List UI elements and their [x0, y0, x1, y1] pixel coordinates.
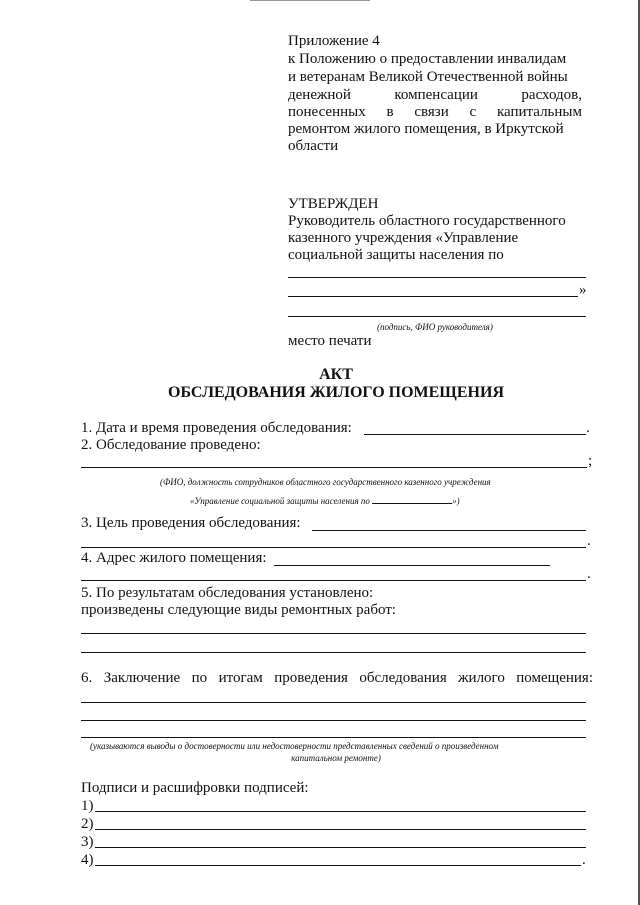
appendix-line-5: ремонтом жилого помещения, в Иркутской: [288, 121, 564, 137]
signatures-title: Подписи и расшифровки подписей:: [81, 780, 309, 796]
item-3-field-2[interactable]: [81, 547, 586, 548]
item-2-caption-suffix: »): [452, 496, 460, 506]
item-1-end: .: [586, 420, 590, 436]
item-2-field[interactable]: [81, 467, 587, 468]
signature-label-3: 3): [81, 834, 94, 850]
item-3-label: 3. Цель проведения обследования:: [81, 515, 301, 531]
item-1-label: 1. Дата и время проведения обследования:: [81, 420, 352, 436]
appendix-title: Приложение 4: [288, 33, 380, 49]
signature-field-4[interactable]: [95, 865, 581, 866]
item-5-sublabel: произведены следующие виды ремонтных работ:: [81, 602, 396, 618]
signature-label-4: 4): [81, 852, 94, 868]
act-subtitle: ОБСЛЕДОВАНИЯ ЖИЛОГО ПОМЕЩЕНИЯ: [168, 384, 504, 401]
approval-line-3: социальной защиты населения по: [288, 247, 504, 263]
approval-blank-line-2[interactable]: [288, 296, 578, 297]
act-title: АКТ: [319, 366, 353, 383]
appendix-line-2: и ветеранам Великой Отечественной войны: [288, 69, 568, 85]
item-6-field-1[interactable]: [81, 702, 586, 703]
item-3-field-1[interactable]: [312, 530, 586, 531]
item-4-field-2[interactable]: [81, 580, 586, 581]
item-2-caption-blank[interactable]: [372, 495, 452, 504]
item-3-end: .: [587, 533, 591, 549]
item-6-label: 6. Заключение по итогам проведения обследования жилого помещения:: [81, 670, 593, 686]
approval-line-1: Руководитель областного государственного: [288, 213, 566, 229]
signature-blank-line[interactable]: [288, 316, 586, 317]
appendix-line-3: денежной компенсации расходов,: [288, 87, 582, 103]
item-2-caption-prefix: «Управление социальной защиты населения по: [190, 496, 370, 506]
item-2-caption-1: (ФИО, должность сотрудников областного государственного казенного учреждения: [160, 477, 491, 487]
signature-field-1[interactable]: [95, 811, 586, 812]
signature-label-2: 2): [81, 816, 94, 832]
item-6-caption-1: (указываются выводы о достоверности или недостоверности представленных сведений о произведенном: [90, 741, 499, 751]
item-4-end: .: [587, 566, 591, 582]
item-5-field-2[interactable]: [81, 652, 586, 653]
item-2-caption-2: [190, 495, 460, 507]
approval-title: УТВЕРЖДЕН: [288, 196, 379, 212]
signature-label-1: 1): [81, 798, 94, 814]
item-2-label: 2. Обследование проведено:: [81, 437, 261, 453]
item-1-field[interactable]: [364, 434, 586, 435]
item-6-field-3[interactable]: [81, 737, 586, 738]
signature-field-2[interactable]: [95, 829, 586, 830]
item-6-caption-2: капитальном ремонте): [291, 753, 381, 763]
item-6-field-2[interactable]: [81, 720, 586, 721]
appendix-line-1: к Положению о предоставлении инвалидам: [288, 51, 567, 67]
signatures-end: .: [582, 852, 586, 868]
signature-caption: (подпись, ФИО руководителя): [377, 322, 493, 332]
stamp-place: место печати: [288, 333, 372, 349]
item-2-end: ;: [588, 453, 593, 469]
scan-top-mark: [250, 0, 370, 1]
item-4-field-1[interactable]: [274, 565, 550, 566]
item-5-label: 5. По результатам обследования установлено:: [81, 585, 374, 601]
appendix-line-4: понесенных в связи с капитальным: [288, 104, 582, 120]
signature-field-3[interactable]: [95, 847, 586, 848]
appendix-line-6: области: [288, 138, 339, 154]
approval-close-quote: »: [579, 282, 587, 298]
item-4-label: 4. Адрес жилого помещения:: [81, 550, 267, 566]
item-5-field-1[interactable]: [81, 633, 586, 634]
approval-line-2: казенного учреждения «Управление: [288, 230, 519, 246]
approval-blank-line-1[interactable]: [288, 277, 586, 278]
